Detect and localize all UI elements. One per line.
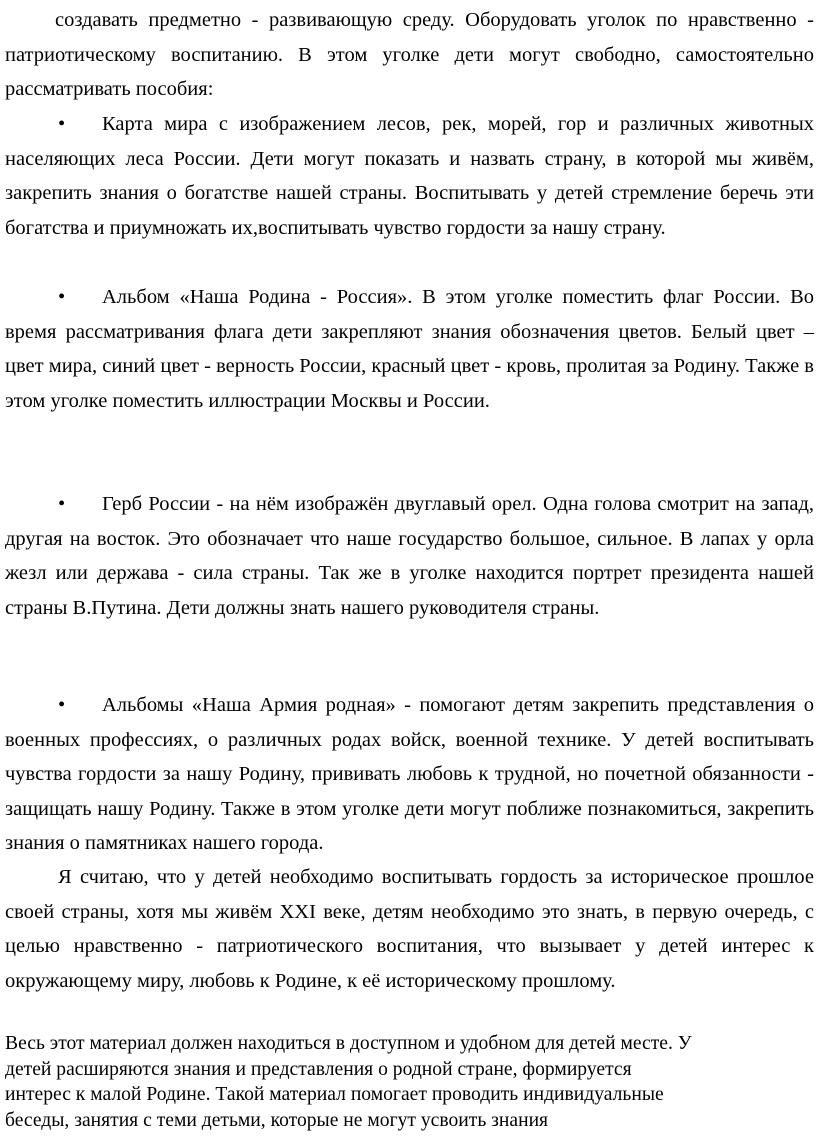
- bullet-item-album-russia: [5, 280, 814, 418]
- bullet-icon: •: [58, 493, 66, 515]
- bullet-icon: •: [58, 694, 66, 716]
- intro-paragraph: создавать предметно - развивающую среду. Оборудовать уголок по нравственно - патриотическому воспитанию. В этом уголке дети могут свободно, самостоятельно рассматривать пособия:: [5, 9, 814, 101]
- final-line-2: детей расширяются знания и представления о родной стране, формируется: [5, 1058, 632, 1080]
- bullet-text: Карта мира с изображением лесов, рек, морей, гор и различных животных населяющих леса России. Дети могут показать и назвать страну, в которой мы живём, закрепить знания о богатстве нашей страны. Воспитывать у детей стремление беречь эти богатства и приумножать их,воспитывать чувство гордости за нашу страну.: [5, 113, 814, 239]
- bullet-item-world-map: [5, 107, 814, 245]
- conclusion-paragraph: Я считаю, что у детей необходимо воспитывать гордость за историческое прошлое своей страны, хотя мы живём XXI веке, детям необходимо это знать, в первую очередь, с целью нравственно - патриотического воспитания, что вызывает у детей интерес к окружающему миру, любовь к Родине, к её историческому прошлому.: [5, 866, 814, 992]
- final-line-1: Весь этот материал должен находиться в доступном и удобном для детей месте. У: [5, 1033, 692, 1054]
- final-paragraph: [5, 1031, 814, 1133]
- bullet-text: Альбомы «Наша Армия родная» - помогают детям закрепить представления о военных профессиях, о различных родах войск, военной технике. У детей воспитывать чувства гордости за нашу Родину, прививать любовь к трудной, но почетной обязанности - защищать нашу Родину. Также в этом уголке дети могут поближе познакомиться, закрепить знания о памятниках нашего города.: [5, 694, 814, 855]
- bullet-text: Альбом «Наша Родина - Россия». В этом уголке поместить флаг России. Во время рассматривания флага дети закрепляют знания обозначения цветов. Белый цвет – цвет мира, синий цвет - верность России, красный цвет - кровь, пролитая за Родину. Также в этом уголке поместить иллюстрации Москвы и России.: [5, 286, 814, 412]
- bullet-item-coat-of-arms: [5, 487, 814, 625]
- final-line-3: интерес к малой Родине. Такой материал помогает проводить индивидуальные: [5, 1084, 664, 1106]
- bullet-icon: •: [58, 113, 66, 135]
- bullet-icon: •: [58, 286, 66, 308]
- final-line-4: беседы, занятия с теми детьми, которые не могут усвоить знания: [5, 1109, 549, 1131]
- bullet-text: Герб России - на нём изображён двуглавый орел. Одна голова смотрит на запад, другая на восток. Это обозначает что наше государство большое, сильное. В лапах у орла жезл или держава - сила страны. Так же в уголке находится портрет президента нашей страны В.Путина. Дети должны знать нашего руководителя страны.: [5, 493, 814, 619]
- bullet-item-army-albums: [5, 688, 814, 861]
